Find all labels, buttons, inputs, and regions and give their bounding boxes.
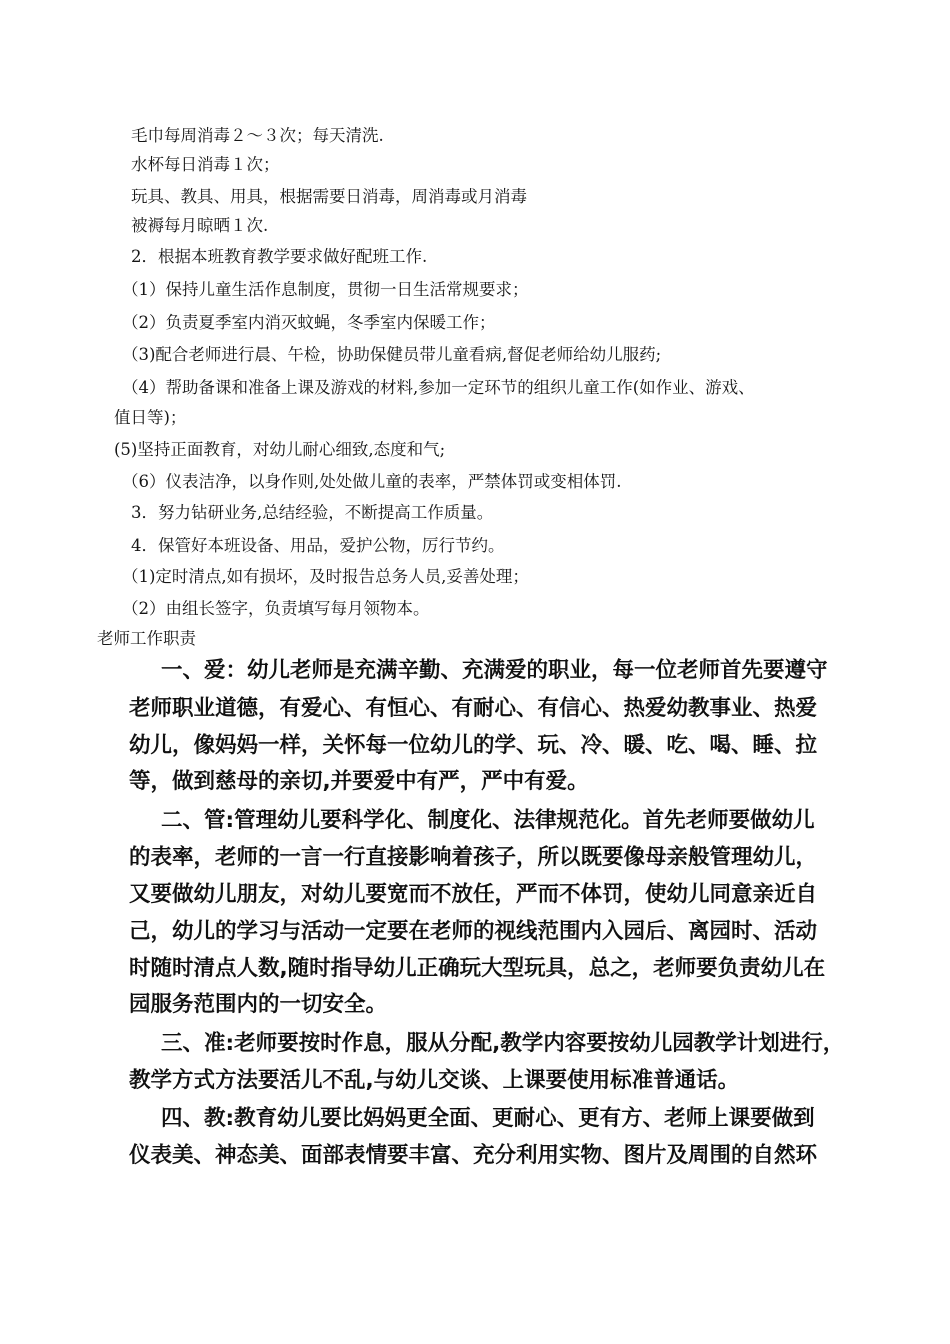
list-item: (5)坚持正面教育，对幼儿耐心细致,态度和气; (114, 440, 446, 459)
list-item: （3)配合老师进行晨、午检，协助保健员带儿童看病,督促老师给幼儿服药; (122, 345, 662, 364)
list-item-continuation: 值日等)； (114, 408, 187, 427)
list-item-heading: 4．保管好本班设备、用品，爱护公物，厉行节约。 (131, 536, 505, 555)
section-title: 老师工作职责 (97, 629, 196, 648)
paragraph-line: 教学方式方法要活儿不乱,与幼儿交谈、上课要使用标准普通话。 (129, 1068, 740, 1093)
list-item: （2）负责夏季室内消灭蚊蝇，冬季室内保暖工作； (122, 313, 496, 332)
paragraph-line: 又要做幼儿朋友，对幼儿要宽而不放任，严而不体罚，使幼儿同意亲近自 (129, 882, 818, 907)
text-line: 玩具、教具、用具，根据需要日消毒，周消毒或月消毒 (131, 187, 527, 206)
text-line: 被褥每月晾晒１次. (131, 216, 269, 235)
paragraph-line: 四、教:教育幼儿要比妈妈更全面、更耐心、更有方、老师上课要做到 (161, 1106, 815, 1131)
paragraph-line: 一、爱：幼儿老师是充满辛勤、充满爱的职业，每一位老师首先要遵守 (161, 658, 828, 683)
list-item: （6）仪表洁净，以身作则,处处做儿童的表率，严禁体罚或变相体罚. (122, 472, 622, 491)
paragraph-line: 二、管:管理幼儿要科学化、制度化、法律规范化。首先老师要做幼儿 (161, 808, 815, 833)
list-item: （1）保持儿童生活作息制度，贯彻一日生活常规要求； (122, 280, 529, 299)
paragraph-line: 老师职业道德，有爱心、有恒心、有耐心、有信心、热爱幼教事业、热爱 (129, 696, 818, 721)
text-line: 水杯每日消毒１次； (131, 155, 280, 174)
paragraph-line: 等，做到慈母的亲切,并要爱中有严，严中有爱。 (129, 769, 589, 794)
paragraph-line: 的表率，老师的一言一行直接影响着孩子，所以既要像母亲般管理幼儿， (129, 845, 818, 870)
list-item: （2）由组长签字，负责填写每月领物本。 (122, 599, 430, 618)
list-item: （1)定时清点,如有损坏，及时报告总务人员,妥善处理； (122, 567, 529, 586)
paragraph-line: 三、准:老师要按时作息，服从分配,教学内容要按幼儿园教学计划进行， (161, 1031, 845, 1056)
paragraph-line: 幼儿，像妈妈一样，关怀每一位幼儿的学、玩、冷、暖、吃、喝、睡、拉 (129, 733, 818, 758)
text-line: 毛巾每周消毒２～３次；每天清洗. (131, 126, 384, 145)
list-item: （4）帮助备课和准备上课及游戏的材料,参加一定环节的组织儿童工作(如作业、游戏、 (122, 378, 755, 397)
list-item-heading: 2．根据本班教育教学要求做好配班工作. (131, 247, 428, 266)
paragraph-line: 园服务范围内的一切安全。 (129, 992, 388, 1017)
paragraph-line: 仪表美、神态美、面部表情要丰富、充分利用实物、图片及周围的自然环 (129, 1143, 818, 1168)
paragraph-line: 时随时清点人数,随时指导幼儿正确玩大型玩具，总之，老师要负责幼儿在 (129, 956, 826, 981)
list-item-heading: 3．努力钻研业务,总结经验，不断提高工作质量。 (131, 503, 494, 522)
paragraph-line: 己，幼儿的学习与活动一定要在老师的视线范围内入园后、离园时、活动 (129, 919, 818, 944)
